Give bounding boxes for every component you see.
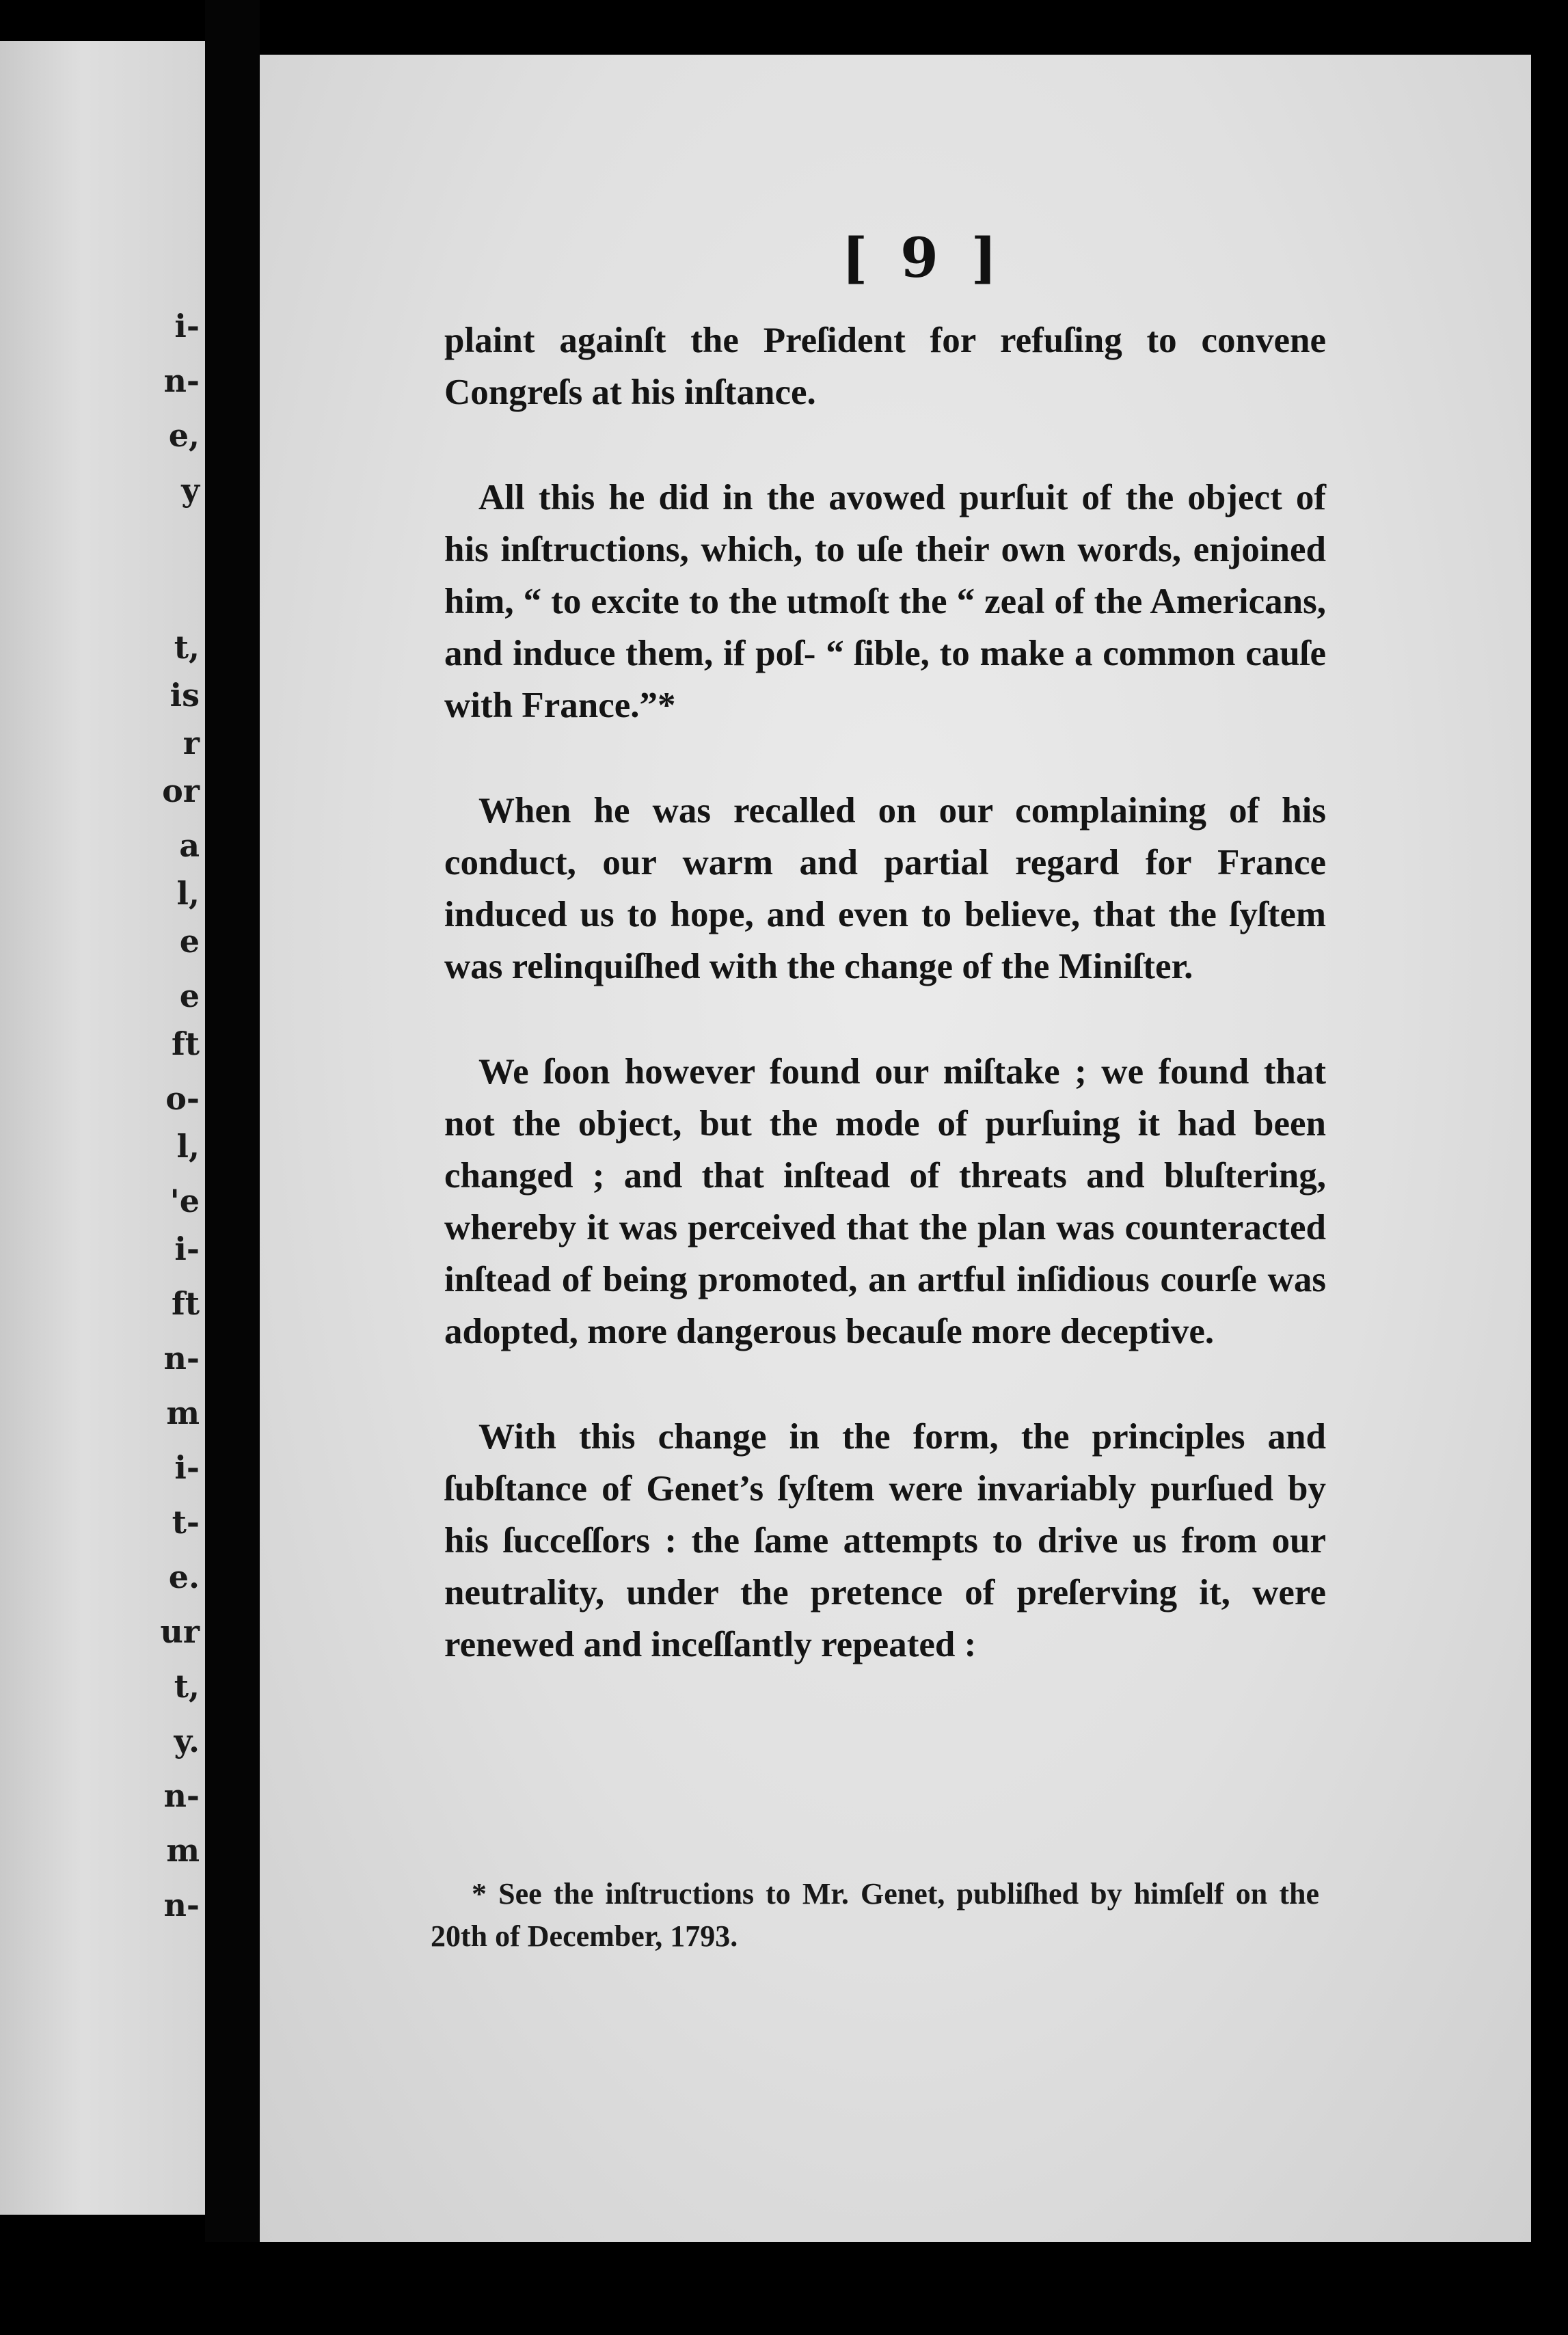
- left-fragment: e: [179, 977, 200, 1014]
- left-fragment: o-: [165, 1080, 200, 1117]
- left-page-edge: [0, 41, 205, 2215]
- left-fragment: e,: [168, 417, 200, 454]
- left-fragment: r: [183, 725, 200, 761]
- page-body: [444, 314, 1326, 1724]
- left-fragment: t,: [174, 629, 200, 666]
- left-fragment: n-: [163, 1777, 200, 1814]
- left-fragment: ft: [171, 1025, 200, 1062]
- left-fragment: e.: [168, 1558, 200, 1595]
- left-page-text-fragments: [0, 41, 205, 2215]
- paragraph-2: All this he did in the avowed purſuit of the object of his inſtructions, which, to uſe their own words, enjoined him, “ to excite to the utmoſt the “ zeal of the Americans, and induce them, if poſ- “ ſible, to make a common cauſe with France.”*: [444, 478, 1326, 725]
- paragraph-1: plaint againſt the Preſident for refuſing to convene Congreſs at his inſtance.: [444, 321, 1326, 412]
- book-gutter: [205, 0, 260, 2335]
- left-fragment: a: [179, 827, 200, 864]
- left-fragment: ur: [160, 1613, 200, 1650]
- left-fragment: i-: [174, 308, 200, 345]
- scan-bottom-border: [0, 2242, 1568, 2335]
- page-number: [ 9 ]: [841, 226, 1004, 290]
- left-fragment: m: [166, 1832, 200, 1869]
- left-fragment: ft: [171, 1285, 200, 1322]
- left-fragment: n-: [163, 1340, 200, 1377]
- left-fragment: i-: [174, 1230, 200, 1267]
- left-fragment: is: [170, 677, 200, 714]
- left-fragment: i-: [174, 1449, 200, 1486]
- left-fragment: t-: [172, 1504, 200, 1541]
- left-fragment: m: [166, 1394, 200, 1431]
- left-fragment: e: [179, 923, 200, 960]
- paragraph-5: With this change in the form, the principles and ſubſtance of Genet’s ſyſtem were invariably purſued by his ſucceſſors : the ſame attempts to drive us from our neutrality, under the pretence of preſerving it, were renewed and inceſſantly repeated :: [444, 1417, 1326, 1664]
- left-fragment: 'e: [170, 1183, 200, 1219]
- left-fragment: l,: [176, 1128, 200, 1165]
- left-fragment: n-: [163, 362, 200, 399]
- left-fragment: or: [162, 772, 200, 809]
- left-fragment: n-: [163, 1887, 200, 1924]
- left-fragment: t,: [174, 1668, 200, 1705]
- scanned-page: [260, 55, 1531, 2242]
- paragraph-3: When he was recalled on our complaining of his conduct, our warm and partial regard for France induced us to hope, and even to believe, that the ſyſtem was relinquiſhed with the change of the Miniſter.: [444, 791, 1326, 986]
- left-fragment: y.: [174, 1723, 200, 1759]
- footnote: * See the inſtructions to Mr. Genet, publiſhed by himſelf on the 20th of December, 1793.: [431, 1877, 1319, 1953]
- left-fragment: l,: [176, 875, 200, 912]
- left-fragment: y: [181, 472, 200, 509]
- paragraph-4: We ſoon however found our miſtake ; we found that not the object, but the mode of purſuing it had been changed ; and that inſtead of threats and bluſtering, whereby it was perceived that the plan was counteracted inſtead of being promoted, an artful inſidious courſe was adopted, more dangerous becauſe more deceptive.: [444, 1052, 1326, 1351]
